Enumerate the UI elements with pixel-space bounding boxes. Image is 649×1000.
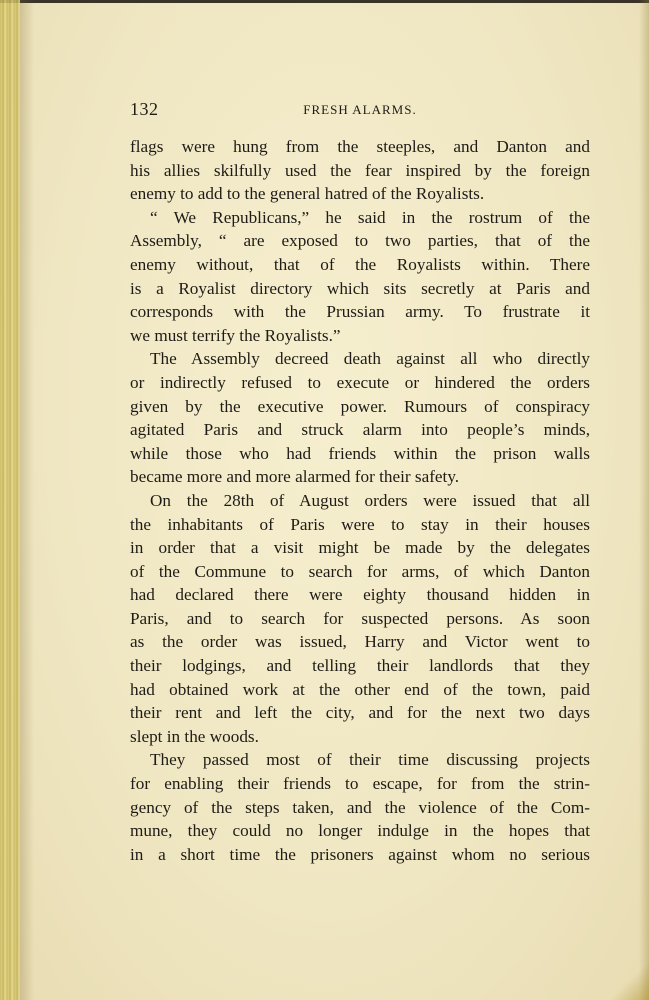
- text-line: their lodgings, and telling their landlords that they: [130, 656, 590, 676]
- text-line: Assembly, “ are exposed to two parties, that of the: [130, 231, 590, 251]
- body-text: [130, 135, 590, 866]
- text-line: in order that a visit might be made by the delegates: [130, 538, 590, 558]
- text-line: agitated Paris and struck alarm into people’s minds,: [130, 420, 590, 440]
- binding-shadow: [20, 0, 34, 1000]
- text-line: corresponds with the Prussian army. To frustrate it: [130, 302, 590, 322]
- text-line: enemy without, that of the Royalists within. There: [130, 254, 590, 274]
- text-line: the inhabitants of Paris were to stay in their houses: [130, 514, 590, 534]
- running-title: FRESH ALARMS.: [303, 102, 417, 117]
- text-line: became more and more alarmed for their safety.: [130, 467, 460, 487]
- text-line: They passed most of their time discussing projects: [150, 750, 590, 770]
- page-top-edge: [0, 0, 649, 3]
- text-line: On the 28th of August orders were issued that all: [150, 490, 590, 510]
- text-line: enemy to add to the general hatred of the Royalists.: [130, 184, 485, 204]
- text-line: slept in the woods.: [130, 726, 259, 746]
- text-line: mune, they could no longer indulge in the hopes that: [130, 821, 590, 841]
- text-line: gency of the steps taken, and the violence of the Com-: [130, 797, 590, 817]
- text-line: had obtained work at the other end of the town, paid: [130, 679, 590, 699]
- text-line: as the order was issued, Harry and Victor went to: [130, 632, 590, 652]
- text-line: their rent and left the city, and for the next two days: [130, 703, 590, 723]
- text-line: The Assembly decreed death against all who directly: [150, 349, 590, 369]
- text-line: we must terrify the Royalists.”: [130, 325, 341, 345]
- text-line: or indirectly refused to execute or hindered the orders: [130, 372, 590, 392]
- book-binding-edge: [0, 0, 20, 1000]
- text-line: of the Commune to search for arms, of which Danton: [130, 561, 590, 581]
- page-number: 132: [130, 99, 159, 119]
- text-line: is a Royalist directory which sits secretly at Paris and: [130, 278, 590, 298]
- text-line: flags were hung from the steeples, and Danton and: [130, 137, 590, 156]
- page-right-edge: [639, 0, 649, 1000]
- text-line: Paris, and to search for suspected persons. As soon: [130, 608, 590, 628]
- text-line: “ We Republicans,” he said in the rostrum of the: [150, 207, 590, 227]
- text-line: given by the executive power. Rumours of conspiracy: [130, 396, 590, 416]
- text-line: his allies skilfully used the fear inspired by the foreign: [130, 160, 590, 180]
- page-corner: [609, 960, 649, 1000]
- running-head: [130, 99, 590, 121]
- text-line: had declared there were eighty thousand hidden in: [130, 585, 590, 605]
- text-line: in a short time the prisoners against whom no serious: [130, 844, 590, 864]
- text-line: while those who had friends within the prison walls: [130, 443, 590, 463]
- text-line: for enabling their friends to escape, for from the strin-: [130, 774, 590, 794]
